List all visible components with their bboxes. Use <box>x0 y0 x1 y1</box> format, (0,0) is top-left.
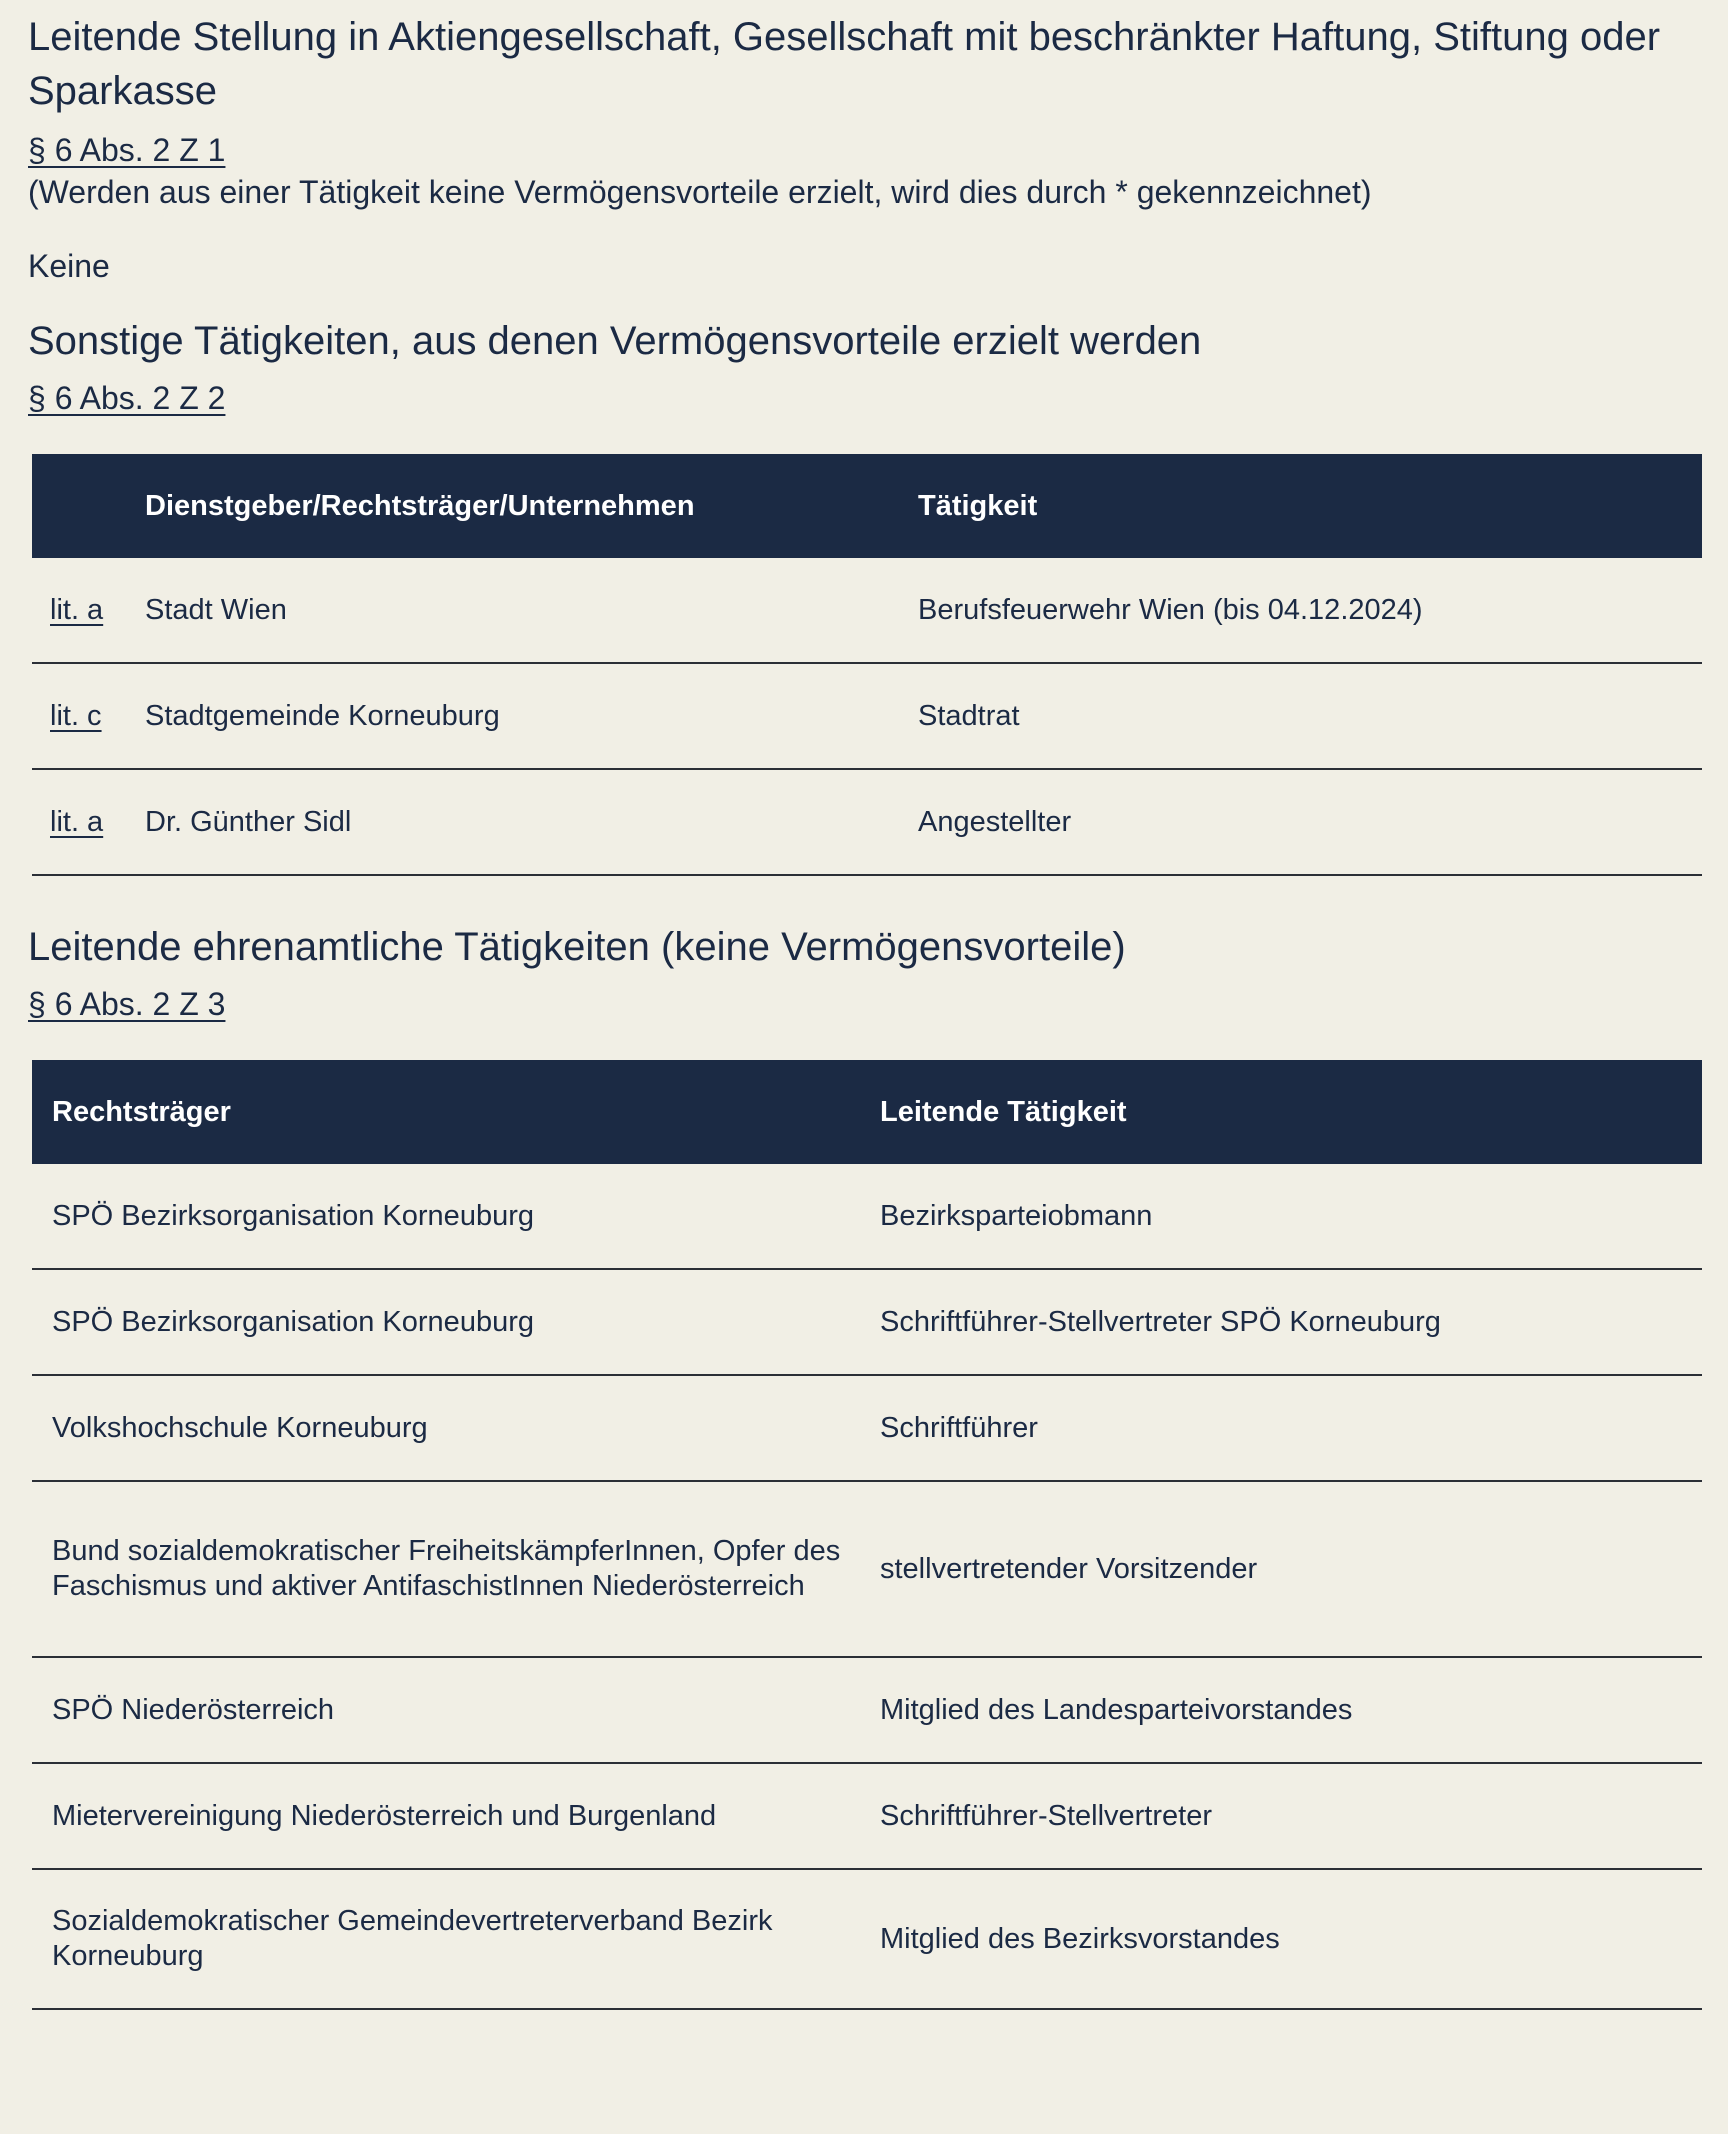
lit-link[interactable]: lit. a <box>50 805 104 838</box>
section1-title: Leitende Stellung in Aktiengesellschaft, Gesellschaft mit beschränkter Haftung, Stiftung oder Sparkasse <box>28 15 1661 113</box>
header-employer: Dienstgeber/Rechtsträger/Unternehmen <box>145 489 695 522</box>
role-cell: Schriftführer-Stellvertreter SPÖ Korneuburg <box>880 1269 1702 1375</box>
section1-value: Keine <box>28 248 110 284</box>
lit-link[interactable]: lit. c <box>50 699 102 732</box>
role-cell: Schriftführer <box>880 1375 1702 1481</box>
section2-title: Sonstige Tätigkeiten, aus denen Vermögensvorteile erzielt werden <box>28 319 1202 363</box>
role-cell: Bezirksparteiobmann <box>880 1164 1702 1269</box>
section3-title: Leitende ehrenamtliche Tätigkeiten (keine Vermögensvorteile) <box>28 925 1126 969</box>
section1-law-link[interactable]: § 6 Abs. 2 Z 1 <box>28 132 226 168</box>
section3-law-link[interactable]: § 6 Abs. 2 Z 3 <box>28 986 226 1022</box>
entity-cell: Bund sozialdemokratischer FreiheitskämpferInnen, Opfer des Faschismus und aktiver AntifaschistInnen Niederösterreich <box>32 1481 880 1657</box>
honorary-activities-table <box>32 1060 1702 2010</box>
role-cell: Mitglied des Landesparteivorstandes <box>880 1657 1702 1763</box>
table-row <box>32 663 1702 769</box>
table-row <box>32 1269 1702 1375</box>
activities-table <box>32 454 1702 876</box>
employer-cell: Stadt Wien <box>145 558 918 663</box>
role-cell: Schriftführer-Stellvertreter <box>880 1763 1702 1869</box>
entity-cell: SPÖ Bezirksorganisation Korneuburg <box>32 1164 880 1269</box>
entity-cell: SPÖ Niederösterreich <box>32 1657 880 1763</box>
entity-cell: Mietervereinigung Niederösterreich und Burgenland <box>32 1763 880 1869</box>
activity-cell: Angestellter <box>918 769 1702 875</box>
table-row <box>32 1869 1702 2009</box>
role-cell: stellvertretender Vorsitzender <box>880 1481 1702 1657</box>
entity-cell: Sozialdemokratischer Gemeindevertreterverband Bezirk Korneuburg <box>32 1869 880 2009</box>
entity-cell: SPÖ Bezirksorganisation Korneuburg <box>32 1269 880 1375</box>
header-entity: Rechtsträger <box>52 1095 231 1128</box>
honorary-table-header <box>32 1060 1702 1164</box>
table-row <box>32 558 1702 663</box>
section2-law-link[interactable]: § 6 Abs. 2 Z 2 <box>28 380 226 416</box>
header-lit <box>32 454 145 558</box>
entity-cell: Volkshochschule Korneuburg <box>32 1375 880 1481</box>
employer-cell: Stadtgemeinde Korneuburg <box>145 663 918 769</box>
table-row <box>32 1763 1702 1869</box>
header-role: Leitende Tätigkeit <box>880 1095 1127 1128</box>
table-row <box>32 769 1702 875</box>
table-row <box>32 1481 1702 1657</box>
header-activity: Tätigkeit <box>918 489 1038 522</box>
activity-cell: Berufsfeuerwehr Wien (bis 04.12.2024) <box>918 558 1702 663</box>
table-row <box>32 1657 1702 1763</box>
table-row <box>32 1375 1702 1481</box>
role-cell: Mitglied des Bezirksvorstandes <box>880 1869 1702 2009</box>
activities-table-header <box>32 454 1702 558</box>
table-row <box>32 1164 1702 1269</box>
employer-cell: Dr. Günther Sidl <box>145 769 918 875</box>
lit-link[interactable]: lit. a <box>50 593 104 626</box>
activity-cell: Stadtrat <box>918 663 1702 769</box>
section1-note: (Werden aus einer Tätigkeit keine Vermögensvorteile erzielt, wird dies durch * gekennzeichnet) <box>28 174 1372 210</box>
